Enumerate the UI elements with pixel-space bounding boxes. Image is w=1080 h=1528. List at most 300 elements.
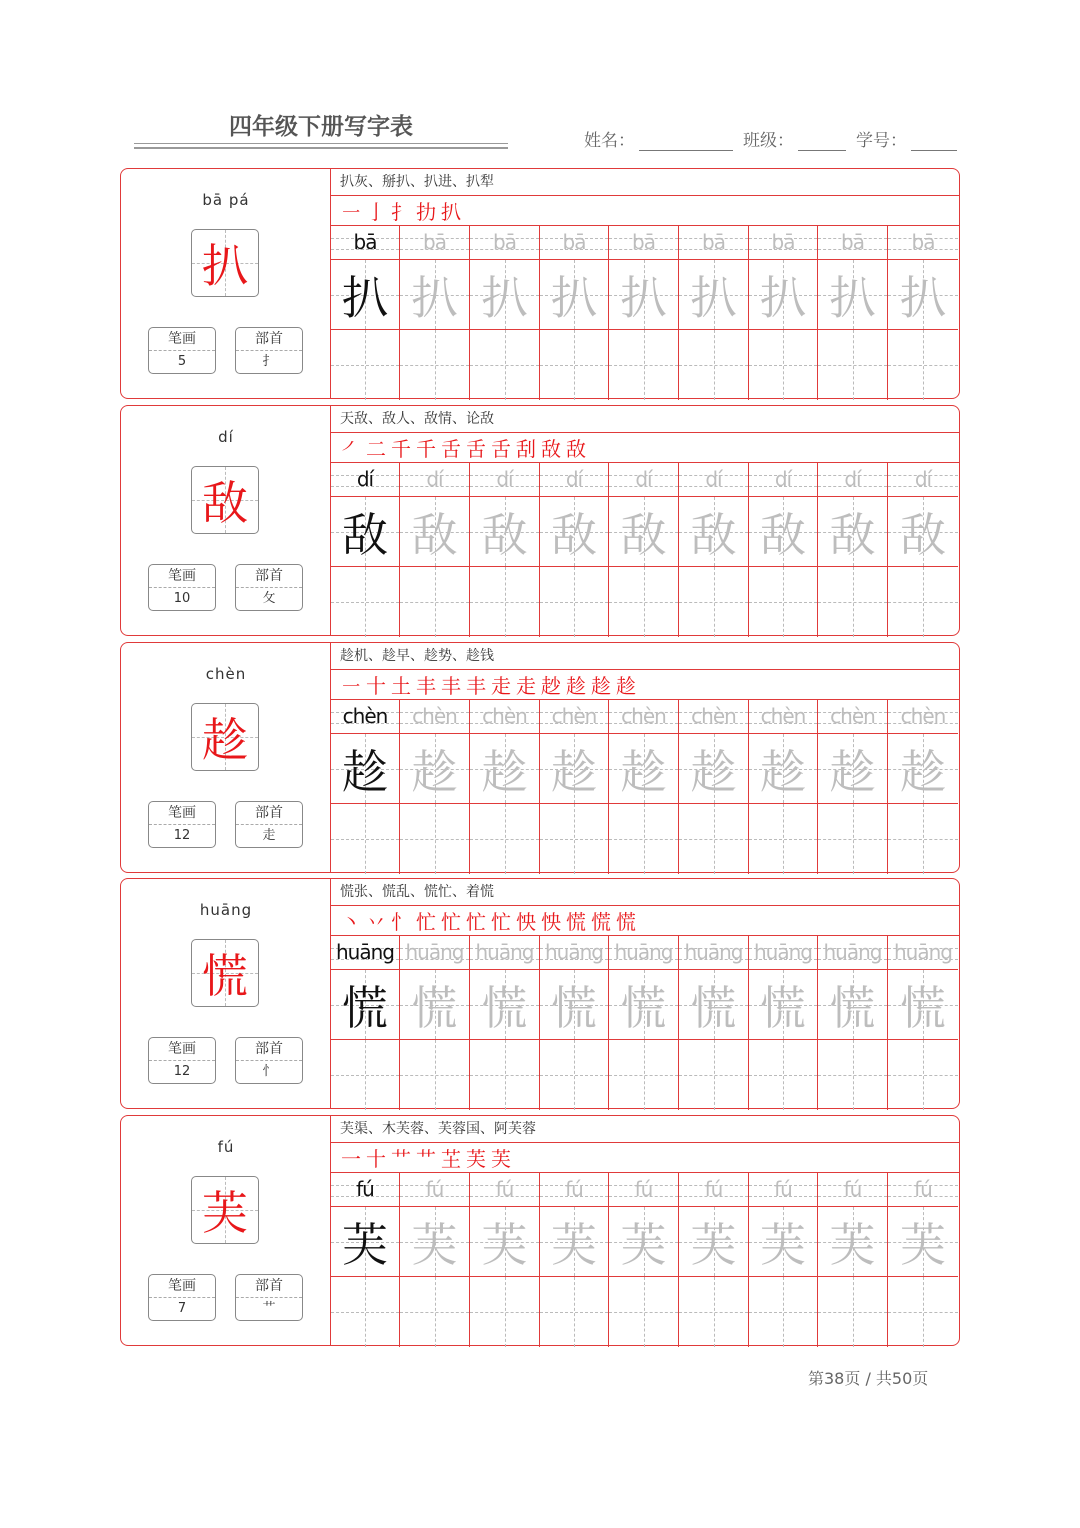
pinyin-text: chèn <box>691 704 736 728</box>
pinyin-cell[interactable] <box>400 936 470 970</box>
trace-cell[interactable] <box>749 734 818 804</box>
writing-grid <box>331 1173 959 1345</box>
blank-writing-cell[interactable] <box>400 330 470 400</box>
radical-box <box>235 327 303 374</box>
blank-writing-cell[interactable] <box>679 1277 749 1347</box>
blank-writing-cell[interactable] <box>470 1040 540 1110</box>
pinyin-cell[interactable] <box>679 226 749 260</box>
trace-cell[interactable] <box>331 1207 400 1277</box>
trace-character: 扒 <box>760 270 806 325</box>
pinyin-text: chèn <box>621 704 666 728</box>
stroke-step: 怏 <box>541 910 561 934</box>
writing-grid <box>331 226 959 398</box>
trace-character: 慌 <box>760 980 806 1035</box>
writing-grid <box>331 700 959 872</box>
stroke-step: 艹 <box>416 1147 436 1171</box>
trace-cell[interactable] <box>400 970 470 1040</box>
radical-box <box>235 1274 303 1321</box>
character-sample-box <box>191 703 259 771</box>
pinyin-text: huāng <box>475 940 534 964</box>
trace-character: 敌 <box>760 507 806 562</box>
radical-label: 部首 <box>236 565 302 588</box>
pinyin-text: huāng <box>684 940 743 964</box>
page-title: 四年级下册写字表 <box>229 114 413 140</box>
radical-box <box>235 1037 303 1084</box>
pinyin-text: huāng <box>894 940 952 964</box>
pinyin-cell[interactable] <box>818 700 888 734</box>
blank-writing-cell[interactable] <box>609 1040 679 1110</box>
blank-writing-cell[interactable] <box>331 330 400 400</box>
blank-writing-cell[interactable] <box>470 1277 540 1347</box>
stroke-step: 千 <box>416 437 436 461</box>
character-pinyin: dí <box>218 428 234 446</box>
stroke-step: 舌 <box>441 437 461 461</box>
stroke-order-row <box>331 1143 959 1173</box>
stroke-step: 走 <box>516 674 536 698</box>
trace-cell[interactable] <box>400 1207 470 1277</box>
trace-character: 芙 <box>551 1217 597 1272</box>
student-id-blank[interactable] <box>911 132 957 151</box>
blank-writing-cell[interactable] <box>400 1040 470 1110</box>
trace-cell[interactable] <box>540 260 609 330</box>
trace-cell[interactable] <box>679 970 749 1040</box>
example-words: 趁机、趁早、趁势、趁钱 <box>331 643 959 670</box>
character-sample: 慌 <box>202 949 248 1003</box>
class-field[interactable] <box>743 126 846 151</box>
title-underline <box>134 143 508 144</box>
pinyin-cell[interactable] <box>331 463 400 497</box>
blank-writing-cell[interactable] <box>818 1277 888 1347</box>
trace-character: 芙 <box>900 1217 946 1272</box>
radical-value: 走 <box>262 828 276 843</box>
blank-writing-cell[interactable] <box>818 804 888 874</box>
character-info-panel <box>121 406 331 635</box>
blank-writing-cell[interactable] <box>818 1040 888 1110</box>
pinyin-text: bā <box>423 230 446 254</box>
pinyin-cell[interactable] <box>888 936 958 970</box>
pinyin-cell[interactable] <box>679 700 749 734</box>
pinyin-cell[interactable] <box>609 936 679 970</box>
trace-character: 扒 <box>481 270 528 325</box>
trace-character: 芙 <box>342 1217 388 1272</box>
trace-cell[interactable] <box>818 1207 888 1277</box>
radical-value: 忄 <box>262 1064 276 1079</box>
character-sample: 趁 <box>202 713 248 767</box>
pinyin-cell[interactable] <box>749 1173 818 1207</box>
trace-cell[interactable] <box>540 734 609 804</box>
stroke-count-value: 10 <box>173 591 191 606</box>
blank-writing-cell[interactable] <box>609 804 679 874</box>
pinyin-text: fú <box>774 1177 792 1201</box>
trace-cell[interactable] <box>749 970 818 1040</box>
radical-value: 攵 <box>262 591 276 606</box>
practice-area <box>331 1116 959 1345</box>
stroke-step: 敌 <box>566 437 586 461</box>
pinyin-text: dí <box>774 467 792 491</box>
pinyin-cell[interactable] <box>331 700 400 734</box>
stroke-count-box <box>148 1274 216 1321</box>
pinyin-cell[interactable] <box>888 226 958 260</box>
example-words: 天敌、敌人、敌情、论敌 <box>331 406 959 433</box>
blank-writing-cell[interactable] <box>331 1040 400 1110</box>
trace-cell[interactable] <box>679 260 749 330</box>
pinyin-cell[interactable] <box>331 936 400 970</box>
pinyin-cell[interactable] <box>679 1173 749 1207</box>
trace-cell[interactable] <box>888 260 958 330</box>
radical-box <box>235 801 303 848</box>
trace-cell[interactable] <box>470 1207 540 1277</box>
stroke-count-value: 7 <box>177 1301 187 1316</box>
trace-character: 趁 <box>900 744 946 799</box>
pinyin-cell[interactable] <box>749 226 818 260</box>
example-words: 扒灰、掰扒、扒进、扒犁 <box>331 169 959 196</box>
trace-character: 扒 <box>342 270 388 325</box>
trace-cell[interactable] <box>888 497 958 567</box>
stroke-step: 丶 <box>341 910 361 934</box>
pinyin-cell[interactable] <box>609 463 679 497</box>
blank-writing-cell[interactable] <box>470 804 540 874</box>
blank-writing-cell[interactable] <box>749 804 818 874</box>
trace-character: 芙 <box>690 1217 737 1272</box>
stroke-count-label: 笔画 <box>149 565 215 588</box>
stroke-step: 丰 <box>416 674 436 698</box>
trace-cell[interactable] <box>470 260 540 330</box>
student-id-label: 学号： <box>856 131 907 151</box>
trace-cell[interactable] <box>331 260 400 330</box>
blank-writing-cell[interactable] <box>400 804 470 874</box>
stroke-order-row <box>331 670 959 700</box>
name-label: 姓名： <box>584 131 635 151</box>
pinyin-cell[interactable] <box>609 226 679 260</box>
trace-cell[interactable] <box>679 1207 749 1277</box>
character-block <box>120 405 960 636</box>
pinyin-text: dí <box>426 467 443 491</box>
trace-character: 芙 <box>829 1217 876 1272</box>
trace-cell[interactable] <box>888 1207 958 1277</box>
trace-character: 趁 <box>411 744 458 799</box>
stroke-step: 土 <box>391 674 411 698</box>
student-id-field[interactable] <box>856 126 957 151</box>
stroke-step: 芏 <box>441 1147 461 1171</box>
writing-grid <box>331 936 959 1108</box>
trace-cell[interactable] <box>331 734 400 804</box>
practice-area <box>331 879 959 1108</box>
blank-writing-cell[interactable] <box>679 804 749 874</box>
radical-box <box>235 564 303 611</box>
character-info-panel <box>121 169 331 398</box>
blank-writing-cell[interactable] <box>609 567 679 637</box>
stroke-order-row <box>331 433 959 463</box>
trace-character: 芙 <box>620 1217 667 1272</box>
stroke-step: 舌 <box>466 437 486 461</box>
trace-cell[interactable] <box>400 734 470 804</box>
pinyin-text: chèn <box>760 704 806 728</box>
trace-character: 扒 <box>829 270 876 325</box>
character-sample: 扒 <box>202 239 248 293</box>
trace-character: 敌 <box>690 507 737 562</box>
pinyin-cell[interactable] <box>749 463 818 497</box>
blank-writing-cell[interactable] <box>888 1040 958 1110</box>
stroke-step: ㇐ <box>341 200 361 224</box>
pinyin-cell[interactable] <box>888 700 958 734</box>
pinyin-cell[interactable] <box>888 463 958 497</box>
blank-writing-cell[interactable] <box>749 330 818 400</box>
trace-cell[interactable] <box>749 497 818 567</box>
character-sample-box <box>191 229 259 297</box>
stroke-step: 十 <box>366 1147 386 1171</box>
blank-writing-cell[interactable] <box>540 330 609 400</box>
pinyin-cell[interactable] <box>540 700 609 734</box>
stroke-step: 忄 <box>391 910 411 934</box>
stroke-step: 忙 <box>441 910 461 934</box>
pinyin-cell[interactable] <box>400 226 470 260</box>
blank-writing-cell[interactable] <box>540 1040 609 1110</box>
stroke-step: 趁 <box>566 674 586 698</box>
stroke-step: 丷 <box>366 910 386 934</box>
trace-cell[interactable] <box>540 1207 609 1277</box>
trace-cell[interactable] <box>400 260 470 330</box>
pinyin-cell[interactable] <box>400 463 470 497</box>
pinyin-cell[interactable] <box>818 1173 888 1207</box>
blank-writing-cell[interactable] <box>540 1277 609 1347</box>
character-sample-box <box>191 1176 259 1244</box>
character-sample-box <box>191 466 259 534</box>
pinyin-cell[interactable] <box>679 936 749 970</box>
pinyin-text: chèn <box>482 704 527 728</box>
stroke-count-value: 12 <box>173 1064 191 1079</box>
trace-cell[interactable] <box>749 260 818 330</box>
blank-writing-cell[interactable] <box>609 1277 679 1347</box>
character-block <box>120 878 960 1109</box>
blank-writing-cell[interactable] <box>679 567 749 637</box>
pinyin-cell[interactable] <box>818 226 888 260</box>
blank-writing-cell[interactable] <box>888 330 958 400</box>
pinyin-cell[interactable] <box>818 463 888 497</box>
trace-cell[interactable] <box>609 260 679 330</box>
trace-cell[interactable] <box>818 734 888 804</box>
pinyin-text: dí <box>844 467 861 491</box>
pinyin-cell[interactable] <box>331 1173 400 1207</box>
blank-writing-cell[interactable] <box>540 804 609 874</box>
pinyin-cell[interactable] <box>749 936 818 970</box>
stroke-count-label: 笔画 <box>149 802 215 825</box>
stroke-count-box <box>148 1037 216 1084</box>
pinyin-cell[interactable] <box>470 700 540 734</box>
trace-character: 慌 <box>411 980 458 1035</box>
blank-writing-cell[interactable] <box>540 567 609 637</box>
trace-cell[interactable] <box>818 497 888 567</box>
trace-character: 芙 <box>760 1217 806 1272</box>
stroke-step: 忙 <box>491 910 511 934</box>
stroke-count-label: 笔画 <box>149 1038 215 1061</box>
trace-character: 慌 <box>829 980 876 1035</box>
stroke-step: 艹 <box>391 1147 411 1171</box>
trace-cell[interactable] <box>609 970 679 1040</box>
stroke-step: 一 <box>341 1147 361 1171</box>
stroke-step: 二 <box>366 437 386 461</box>
blank-writing-cell[interactable] <box>679 330 749 400</box>
stroke-step: 亅 <box>366 200 386 224</box>
character-block <box>120 1115 960 1346</box>
pinyin-text: fú <box>565 1177 583 1201</box>
page-header <box>0 0 1080 160</box>
blank-writing-cell[interactable] <box>818 330 888 400</box>
pinyin-cell[interactable] <box>609 1173 679 1207</box>
character-info-panel <box>121 643 331 872</box>
trace-cell[interactable] <box>331 497 400 567</box>
trace-character: 敌 <box>481 507 528 562</box>
trace-cell[interactable] <box>470 734 540 804</box>
trace-character: 趁 <box>620 744 667 799</box>
blank-writing-cell[interactable] <box>470 567 540 637</box>
pinyin-cell[interactable] <box>470 1173 540 1207</box>
blank-writing-cell[interactable] <box>749 567 818 637</box>
blank-writing-cell[interactable] <box>749 1040 818 1110</box>
pinyin-cell[interactable] <box>540 226 609 260</box>
blank-writing-cell[interactable] <box>331 1277 400 1347</box>
pinyin-cell[interactable] <box>749 700 818 734</box>
trace-cell[interactable] <box>540 970 609 1040</box>
character-info-panel <box>121 879 331 1108</box>
title-underline-double <box>134 147 508 149</box>
stroke-order-row <box>331 906 959 936</box>
pinyin-text: huāng <box>545 940 603 964</box>
trace-cell[interactable] <box>749 1207 818 1277</box>
trace-character: 扒 <box>620 270 667 325</box>
blank-writing-cell[interactable] <box>679 1040 749 1110</box>
pinyin-cell[interactable] <box>400 1173 470 1207</box>
pinyin-text: chèn <box>412 704 457 728</box>
stroke-count-value: 5 <box>177 354 187 369</box>
trace-cell[interactable] <box>609 734 679 804</box>
blank-writing-cell[interactable] <box>400 567 470 637</box>
stroke-step: 芙 <box>466 1147 486 1171</box>
pinyin-cell[interactable] <box>609 700 679 734</box>
pinyin-text: huāng <box>754 940 812 964</box>
trace-character: 慌 <box>342 980 388 1035</box>
name-blank[interactable] <box>639 132 733 151</box>
stroke-step: 扐 <box>416 200 436 224</box>
stroke-count-value: 12 <box>173 828 191 843</box>
pinyin-text: huāng <box>614 940 673 964</box>
trace-character: 扒 <box>690 270 737 325</box>
trace-cell[interactable] <box>888 970 958 1040</box>
trace-character: 敌 <box>829 507 876 562</box>
blank-writing-cell[interactable] <box>888 804 958 874</box>
trace-cell[interactable] <box>609 1207 679 1277</box>
blank-writing-cell[interactable] <box>331 567 400 637</box>
pinyin-text: huāng <box>336 940 394 964</box>
stroke-step: ㇐ <box>341 674 361 698</box>
stroke-step: 忙 <box>466 910 486 934</box>
trace-character: 趁 <box>551 744 597 799</box>
trace-cell[interactable] <box>400 497 470 567</box>
pinyin-text: dí <box>565 467 583 491</box>
character-block <box>120 168 960 399</box>
blank-writing-cell[interactable] <box>749 1277 818 1347</box>
pinyin-text: bā <box>841 230 864 254</box>
stroke-count-label: 笔画 <box>149 328 215 351</box>
blank-writing-cell[interactable] <box>400 1277 470 1347</box>
trace-cell[interactable] <box>609 497 679 567</box>
example-words: 芙渠、木芙蓉、芙蓉国、阿芙蓉 <box>331 1116 959 1143</box>
stroke-step: 慌 <box>591 910 611 934</box>
trace-character: 慌 <box>900 980 946 1035</box>
stroke-count-box <box>148 801 216 848</box>
stroke-step: 敌 <box>541 437 561 461</box>
trace-cell[interactable] <box>679 497 749 567</box>
pinyin-text: fú <box>634 1177 653 1201</box>
trace-cell[interactable] <box>470 970 540 1040</box>
pinyin-text: fú <box>914 1177 932 1201</box>
character-pinyin: huāng <box>199 901 253 919</box>
stroke-step: 怏 <box>516 910 536 934</box>
trace-cell[interactable] <box>679 734 749 804</box>
pinyin-cell[interactable] <box>400 700 470 734</box>
trace-character: 慌 <box>481 980 528 1035</box>
writing-grid <box>331 463 959 635</box>
trace-cell[interactable] <box>540 497 609 567</box>
trace-cell[interactable] <box>331 970 400 1040</box>
blank-writing-cell[interactable] <box>888 567 958 637</box>
stroke-order-row <box>331 196 959 226</box>
trace-cell[interactable] <box>888 734 958 804</box>
stroke-step: 扒 <box>441 200 461 224</box>
stroke-step: 芙 <box>491 1147 511 1171</box>
blank-writing-cell[interactable] <box>818 567 888 637</box>
character-pinyin: fú <box>217 1138 235 1156</box>
example-words: 慌张、慌乱、慌忙、着慌 <box>331 879 959 906</box>
trace-cell[interactable] <box>818 970 888 1040</box>
trace-character: 扒 <box>551 270 597 325</box>
pinyin-text: dí <box>914 467 932 491</box>
pinyin-cell[interactable] <box>540 936 609 970</box>
pinyin-cell[interactable] <box>818 936 888 970</box>
trace-character: 趁 <box>342 744 388 799</box>
character-sample-box <box>191 939 259 1007</box>
pinyin-cell[interactable] <box>540 1173 609 1207</box>
pinyin-cell[interactable] <box>470 463 540 497</box>
stroke-step: 丰 <box>441 674 461 698</box>
class-blank[interactable] <box>798 132 846 151</box>
blank-writing-cell[interactable] <box>609 330 679 400</box>
pinyin-cell[interactable] <box>470 936 540 970</box>
practice-area <box>331 169 959 398</box>
blank-writing-cell[interactable] <box>470 330 540 400</box>
pinyin-text: bā <box>493 230 516 254</box>
stroke-count-label: 笔画 <box>149 1275 215 1298</box>
blank-writing-cell[interactable] <box>888 1277 958 1347</box>
pinyin-cell[interactable] <box>888 1173 958 1207</box>
trace-character: 慌 <box>620 980 667 1035</box>
pinyin-cell[interactable] <box>331 226 400 260</box>
trace-cell[interactable] <box>818 260 888 330</box>
pinyin-text: chèn <box>342 704 388 728</box>
character-sample: 敌 <box>202 476 248 530</box>
pinyin-text: chèn <box>551 704 597 728</box>
pinyin-cell[interactable] <box>679 463 749 497</box>
blank-writing-cell[interactable] <box>331 804 400 874</box>
stroke-step: 舌 <box>491 437 511 461</box>
trace-character: 扒 <box>411 270 458 325</box>
trace-cell[interactable] <box>470 497 540 567</box>
stroke-step: 趁 <box>591 674 611 698</box>
stroke-step: 慌 <box>616 910 636 934</box>
stroke-step: 赻 <box>541 674 561 698</box>
pinyin-cell[interactable] <box>470 226 540 260</box>
name-field[interactable] <box>584 126 733 151</box>
pinyin-cell[interactable] <box>540 463 609 497</box>
